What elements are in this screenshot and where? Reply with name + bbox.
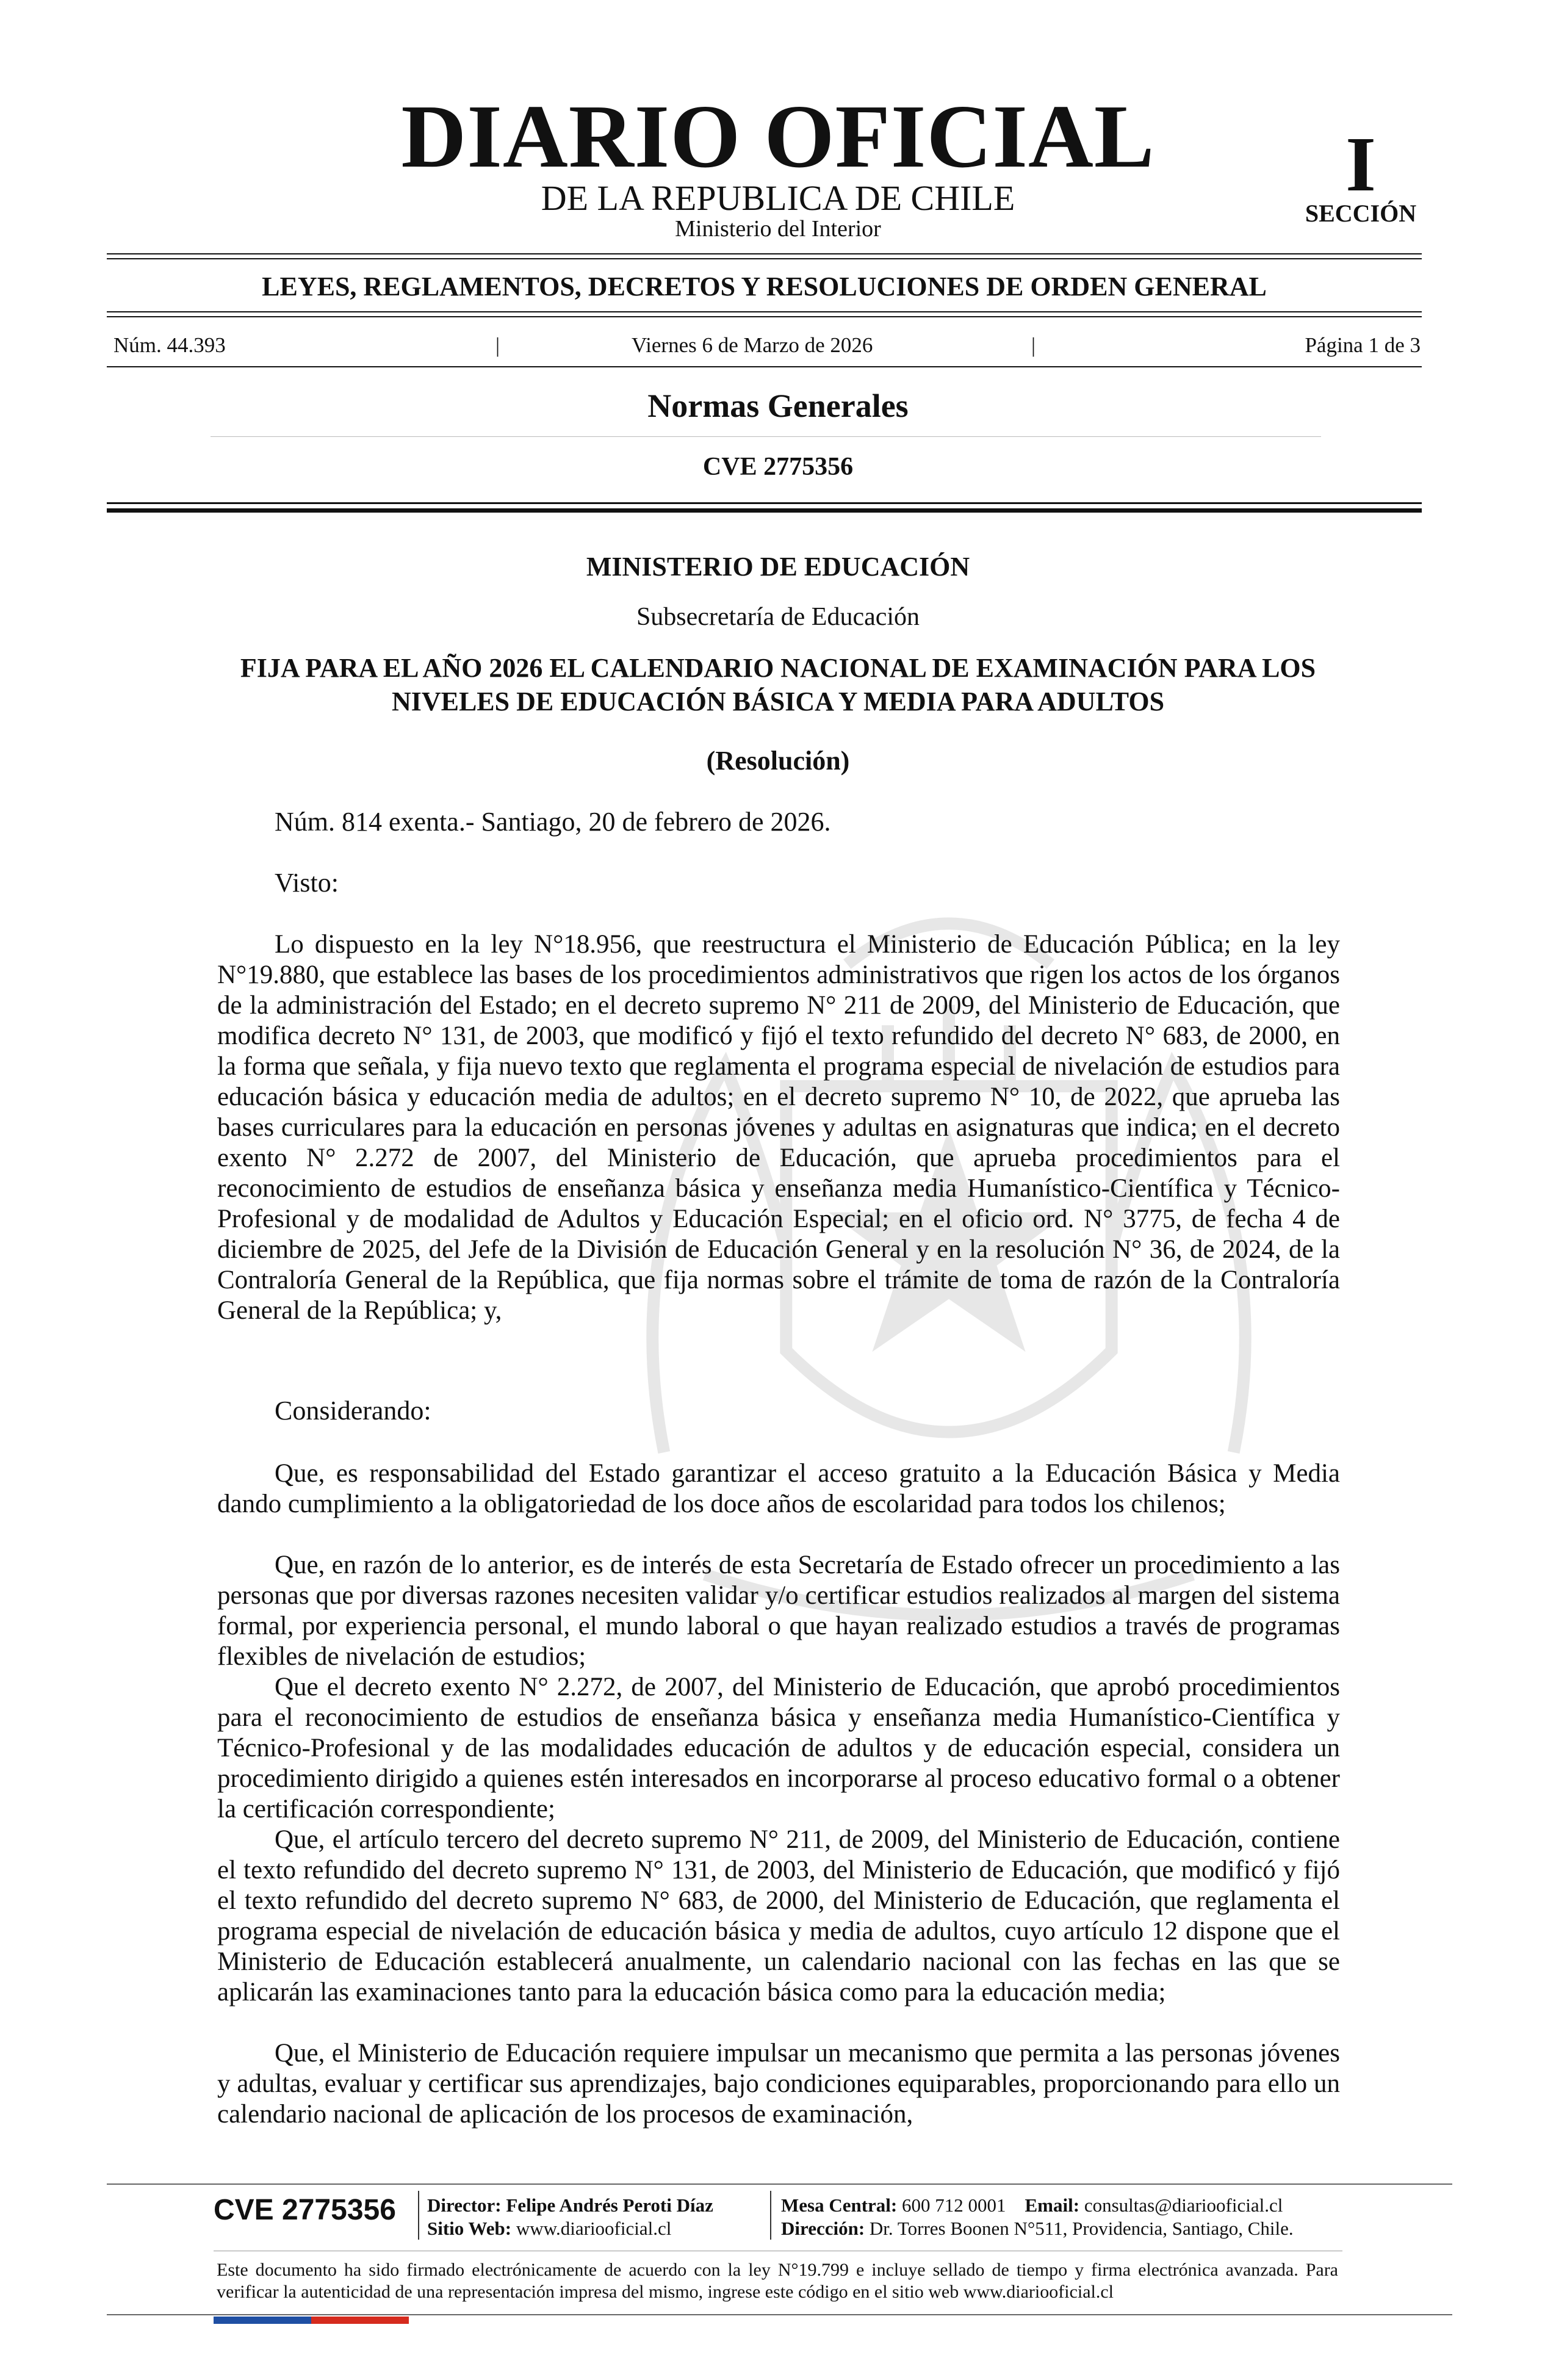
footer-rule — [107, 2183, 1452, 2185]
header-rule — [107, 311, 1422, 312]
issue-date: Viernes 6 de Marzo de 2026 — [632, 333, 873, 357]
subsecretaria-heading: Subsecretaría de Educación — [636, 603, 920, 631]
header-rule — [107, 502, 1422, 504]
email-label: Email: — [1025, 2194, 1080, 2216]
header-rule — [107, 253, 1422, 254]
resolution-number: Núm. 814 exenta.- Santiago, 20 de febrero de 2026. — [275, 807, 831, 837]
header-rule — [107, 258, 1422, 259]
address-text: Dr. Torres Boonen N°511, Providencia, Santiago, Chile. — [869, 2218, 1294, 2239]
section-heading: Normas Generales — [647, 388, 909, 424]
category-banner: LEYES, REGLAMENTOS, DECRETOS Y RESOLUCIONES DE ORDEN GENERAL — [262, 272, 1267, 301]
visto-paragraph: Lo dispuesto en la ley N°18.956, que reestructura el Ministerio de Educación Pública; en la ley N°19.880, que establece las bases de los procedimientos administrativos que rigen los actos de los órganos de la administración del Estado; en el decreto supremo N° 211 de 2009, del Ministerio de Educación, que modifica decreto N° 131, de 2003, que modificó y fijó el texto refundido del decreto N° 683, de 2000, en la forma que señala, y fija nuevo texto que reglamenta el programa especial de nivelación de estudios para educación básica y educación media de adultos; en el decreto supremo N° 10, de 2022, que aprueba las bases curriculares para la educación en personas jóvenes y adultas en asignaturas que indica; en el decreto exento N° 2.272 de 2007, del Ministerio de Educación, que aprueba procedimientos para el reconocimiento de estudios de enseñanza básica y enseñanza media Humanístico-Científica y Técnico-Profesional y de modalidad de Adultos y Educación Especial; en el oficio ord. N° 3775, de fecha 4 de diciembre de 2025, del Jefe de la División de Educación General y en la resolución N° 36, de 2024, de la Contraloría General de la República, que fija normas sobre el trámite de toma de razón de la Contraloría General de la República; y, — [217, 930, 1340, 1325]
issue-number: Núm. 44.393 — [113, 333, 226, 357]
footer-contact — [781, 2194, 1283, 2217]
divider — [211, 436, 1321, 437]
website-label: Sitio Web: — [427, 2218, 512, 2239]
header-rule — [107, 316, 1422, 317]
info-separator: | — [1031, 333, 1036, 357]
footer-director — [427, 2194, 713, 2217]
masthead-ministry: Ministerio del Interior — [675, 216, 881, 242]
considerando-paragraph: Que, el artículo tercero del decreto supremo N° 211, de 2009, del Ministerio de Educación, contiene el texto refundido del decreto supremo N° 131, de 2003, del Ministerio de Educación, que modificó y fijó el texto refundido del decreto supremo N° 683, de 2000, del Ministerio de Educación, que reglamenta el programa especial de nivelación de educación básica y media de adultos, cuyo artículo 12 dispone que el Ministerio de Educación establecerá anualmente, un calendario nacional con las fechas en las que se aplicarán las examinaciones tanto para la educación básica como para la educación media; — [217, 1825, 1340, 2007]
footer-separator — [770, 2191, 771, 2240]
address-label: Dirección: — [781, 2218, 865, 2239]
section-label: SECCIÓN — [1305, 200, 1417, 227]
considerando-paragraph: Que, el Ministerio de Educación requiere impulsar un mecanismo que permita a las personas jóvenes y adultas, evaluar y certificar sus aprendizajes, bajo condiciones equiparables, proporcionando para ello un calendario nacional de aplicación de los procesos de examinación, — [217, 2039, 1340, 2129]
page-indicator: Página 1 de 3 — [1305, 333, 1421, 357]
mesa-phone: 600 712 0001 — [902, 2194, 1006, 2216]
considerando-paragraph: Que, es responsabilidad del Estado garantizar el acceso gratuito a la Educación Básica y Media dando cumplimiento a la obligatoriedad de los doce años de escolaridad para todos los chilenos; — [217, 1459, 1340, 1518]
footer-address — [781, 2217, 1294, 2240]
footer-rule — [107, 2314, 1452, 2315]
footer-separator — [418, 2191, 419, 2240]
mesa-label: Mesa Central: — [781, 2194, 898, 2216]
footer-cve-code: CVE 2775356 — [214, 2194, 396, 2226]
considerando-paragraph: Que el decreto exento N° 2.272, de 2007, del Ministerio de Educación, que aprobó procedimientos para el reconocimiento de estudios de enseñanza básica y enseñanza media Humanístico-Científica y Técnico-Profesional y de las modalidades educación de adultos y de educación especial, considera un procedimiento dirigido a quienes estén interesados en incorporarse al proceso educativo formal o a obtener la certificación correspondiente; — [217, 1673, 1340, 1823]
website-link[interactable]: www.diariooficial.cl — [516, 2218, 672, 2239]
email-link[interactable]: consultas@diariooficial.cl — [1084, 2194, 1283, 2216]
visto-label: Visto: — [275, 868, 339, 898]
header-rule — [107, 366, 1422, 367]
document-type: (Resolución) — [706, 746, 850, 776]
footer-website — [427, 2217, 671, 2240]
considerando-paragraph: Que, en razón de lo anterior, es de interés de esta Secretaría de Estado ofrecer un procedimiento a las personas que por diversas razones necesiten validar y/o certificar estudios realizados al margen del sistema formal, por experiencia personal, el mundo laboral o que hayan realizado estudios a través de programas flexibles de nivelación de estudios; — [217, 1551, 1340, 1671]
header-rule-thick — [107, 508, 1422, 513]
section-number: I — [1345, 121, 1376, 207]
info-separator: | — [495, 333, 500, 357]
flag-stripe-red — [311, 2317, 409, 2324]
director-name: Felipe Andrés Peroti Díaz — [506, 2194, 713, 2216]
cve-code: CVE 2775356 — [702, 453, 854, 481]
document-title: FIJA PARA EL AÑO 2026 EL CALENDARIO NACIONAL DE EXAMINACIÓN PARA LOS NIVELES DE EDUCACIÓN BÁSICA Y MEDIA PARA ADULTOS — [240, 653, 1316, 716]
director-label: Director: — [427, 2194, 502, 2216]
masthead-title: DIARIO OFICIAL — [401, 87, 1155, 187]
masthead-subtitle: DE LA REPUBLICA DE CHILE — [541, 178, 1015, 218]
flag-stripe-blue — [214, 2317, 311, 2324]
ministry-heading: MINISTERIO DE EDUCACIÓN — [586, 552, 970, 582]
considerando-label: Considerando: — [275, 1396, 431, 1426]
footer-legal-notice: Este documento ha sido firmado electrónicamente de acuerdo con la ley N°19.799 e incluye sellado de tiempo y firma electrónica avanzada. Para verificar la autenticidad de una representación impresa del mismo, ingrese este código en el sitio web www.diariooficial.cl — [217, 2260, 1338, 2302]
